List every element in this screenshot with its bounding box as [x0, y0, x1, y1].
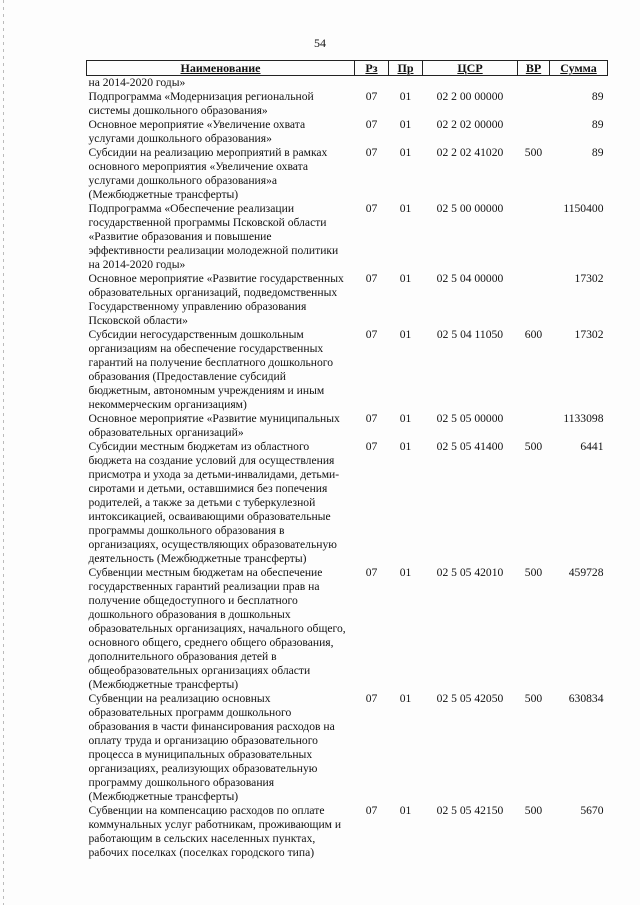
- row-csr: 02 2 02 41020: [436, 146, 504, 159]
- row-sum: 89: [591, 146, 604, 159]
- row-sum: 89: [591, 118, 604, 131]
- row-rz: 07: [365, 328, 378, 341]
- row-name: Субвенции на компенсацию расходов по оплате коммунальных услуг работникам, проживающим и работающим в сельских населенных пунктах, рабочих поселках (поселках городского типа): [88, 804, 342, 859]
- row-vr: 500: [524, 440, 543, 453]
- row-rz: 07: [365, 440, 378, 453]
- table-row: [87, 90, 608, 118]
- table-row: [87, 272, 608, 328]
- table-row: [87, 202, 608, 272]
- row-vr: [518, 272, 550, 328]
- header-sum: Сумма: [550, 61, 608, 76]
- row-csr: 02 5 05 42150: [436, 804, 504, 817]
- row-name: Субсидии на реализацию мероприятий в рамках основного мероприятия «Увеличение охвата услугами дошкольного образования»а (Межбюджетные трансферты): [88, 146, 328, 201]
- row-vr: [518, 412, 550, 440]
- row-rz: 07: [365, 202, 378, 215]
- row-sum: 6441: [580, 440, 604, 453]
- row-rz: 07: [365, 804, 378, 817]
- row-csr: 02 2 02 00000: [436, 118, 504, 131]
- row-name: Субсидии негосударственным дошкольным организациям на обеспечение государственных гарантий на получение бесплатного дошкольного образования (Предоставление субсидий бюджетным, автономным учреждениям и иным некоммерческим организациям): [88, 328, 334, 411]
- row-rz: 07: [365, 90, 378, 103]
- row-pr: 01: [399, 118, 412, 131]
- row-vr: 500: [524, 692, 543, 705]
- table-row: [87, 412, 608, 440]
- scan-edge: [3, 0, 4, 905]
- continuation-row: [87, 76, 608, 91]
- table-header-row: [87, 61, 608, 76]
- row-pr: 01: [399, 146, 412, 159]
- row-name: Субвенции на реализацию основных образовательных программ дошкольного образования в части финансирования расходов на оплату труда и организацию образовательного процесса в муниципальных образовательных организациях, реализующих образовательную программу дошкольного образования (Межбюджетные трансферты): [88, 692, 335, 803]
- row-vr: 500: [524, 804, 543, 817]
- row-pr: 01: [399, 412, 412, 425]
- row-csr: 02 5 00 00000: [436, 202, 504, 215]
- row-pr: 01: [399, 202, 412, 215]
- row-csr: 02 5 05 42050: [436, 692, 504, 705]
- budget-table: [86, 60, 608, 860]
- row-sum: 5670: [580, 804, 604, 817]
- header-pr: Пр: [389, 61, 423, 76]
- continuation-text: на 2014-2020 годы»: [88, 76, 186, 89]
- row-rz: 07: [365, 272, 378, 285]
- row-rz: 07: [365, 692, 378, 705]
- row-name: Основное мероприятие «Развитие государственных образовательных организаций, подведомственных Государственному управлению образования Псковской области»: [88, 272, 344, 327]
- row-sum: 17302: [574, 328, 604, 341]
- row-rz: 07: [365, 118, 378, 131]
- row-rz: 07: [365, 412, 378, 425]
- row-name: Подпрограмма «Модернизация региональной системы дошкольного образования»: [88, 90, 314, 117]
- table-row: [87, 328, 608, 412]
- row-pr: 01: [399, 440, 412, 453]
- row-pr: 01: [399, 566, 412, 579]
- header-name: Наименование: [87, 61, 355, 76]
- row-csr: 02 5 04 00000: [436, 272, 504, 285]
- table-row: [87, 440, 608, 566]
- row-pr: 01: [399, 328, 412, 341]
- table-row: [87, 804, 608, 860]
- table-row: [87, 692, 608, 804]
- row-pr: 01: [399, 692, 412, 705]
- row-name: Основное мероприятие «Увеличение охвата услугами дошкольного образования»: [88, 118, 306, 145]
- row-name: Субвенции местным бюджетам на обеспечение государственных гарантий реализации прав на получение общедоступного и бесплатного дошкольного образования в дошкольных образовательных организациях, начального общего, основного общего, среднего общего образования, дополнительного образования детей в общеобразовательных организациях области (Межбюджетные трансферты): [88, 566, 346, 691]
- header-csr: ЦСР: [423, 61, 518, 76]
- table-row: [87, 118, 608, 146]
- row-csr: 02 5 04 11050: [436, 328, 504, 341]
- row-sum: 89: [591, 90, 604, 103]
- row-name: Субсидии местным бюджетам из областного бюджета на создание условий для осуществления присмотра и ухода за детьми-инвалидами, детьми-сиротами и детьми, оставшимися без попечения родителей, а также за детьми с туберкулезной интоксикацией, осваивающими образовательные программы дошкольного образования в организациях, осуществляющих образовательную деятельность (Межбюджетные трансферты): [88, 440, 340, 565]
- row-vr: [518, 202, 550, 272]
- row-vr: 500: [524, 566, 543, 579]
- row-vr: [518, 118, 550, 146]
- row-sum: 1133098: [563, 412, 604, 425]
- row-pr: 01: [399, 90, 412, 103]
- row-pr: 01: [399, 272, 412, 285]
- row-vr: 500: [524, 146, 543, 159]
- row-sum: 630834: [568, 692, 604, 705]
- header-rz: Рз: [355, 61, 389, 76]
- row-name: Основное мероприятие «Развитие муниципальных образовательных организаций»: [88, 412, 340, 439]
- row-sum: 459728: [568, 566, 604, 579]
- row-csr: 02 5 05 00000: [436, 412, 504, 425]
- row-rz: 07: [365, 146, 378, 159]
- row-vr: [518, 90, 550, 118]
- table-row: [87, 566, 608, 692]
- row-csr: 02 5 05 42010: [436, 566, 504, 579]
- row-csr: 02 2 00 00000: [436, 90, 504, 103]
- page-number: 54: [314, 36, 326, 50]
- row-sum: 17302: [574, 272, 604, 285]
- row-name: Подпрограмма «Обеспечение реализации государственной программы Псковской области «Развитие образования и повышение эффективности реализации молодежной политики на 2014-2020 годы»: [88, 202, 339, 271]
- row-vr: 600: [524, 328, 543, 341]
- row-csr: 02 5 05 41400: [436, 440, 504, 453]
- header-vr: ВР: [518, 61, 550, 76]
- row-rz: 07: [365, 566, 378, 579]
- table-row: [87, 146, 608, 202]
- row-pr: 01: [399, 804, 412, 817]
- row-sum: 1150400: [563, 202, 604, 215]
